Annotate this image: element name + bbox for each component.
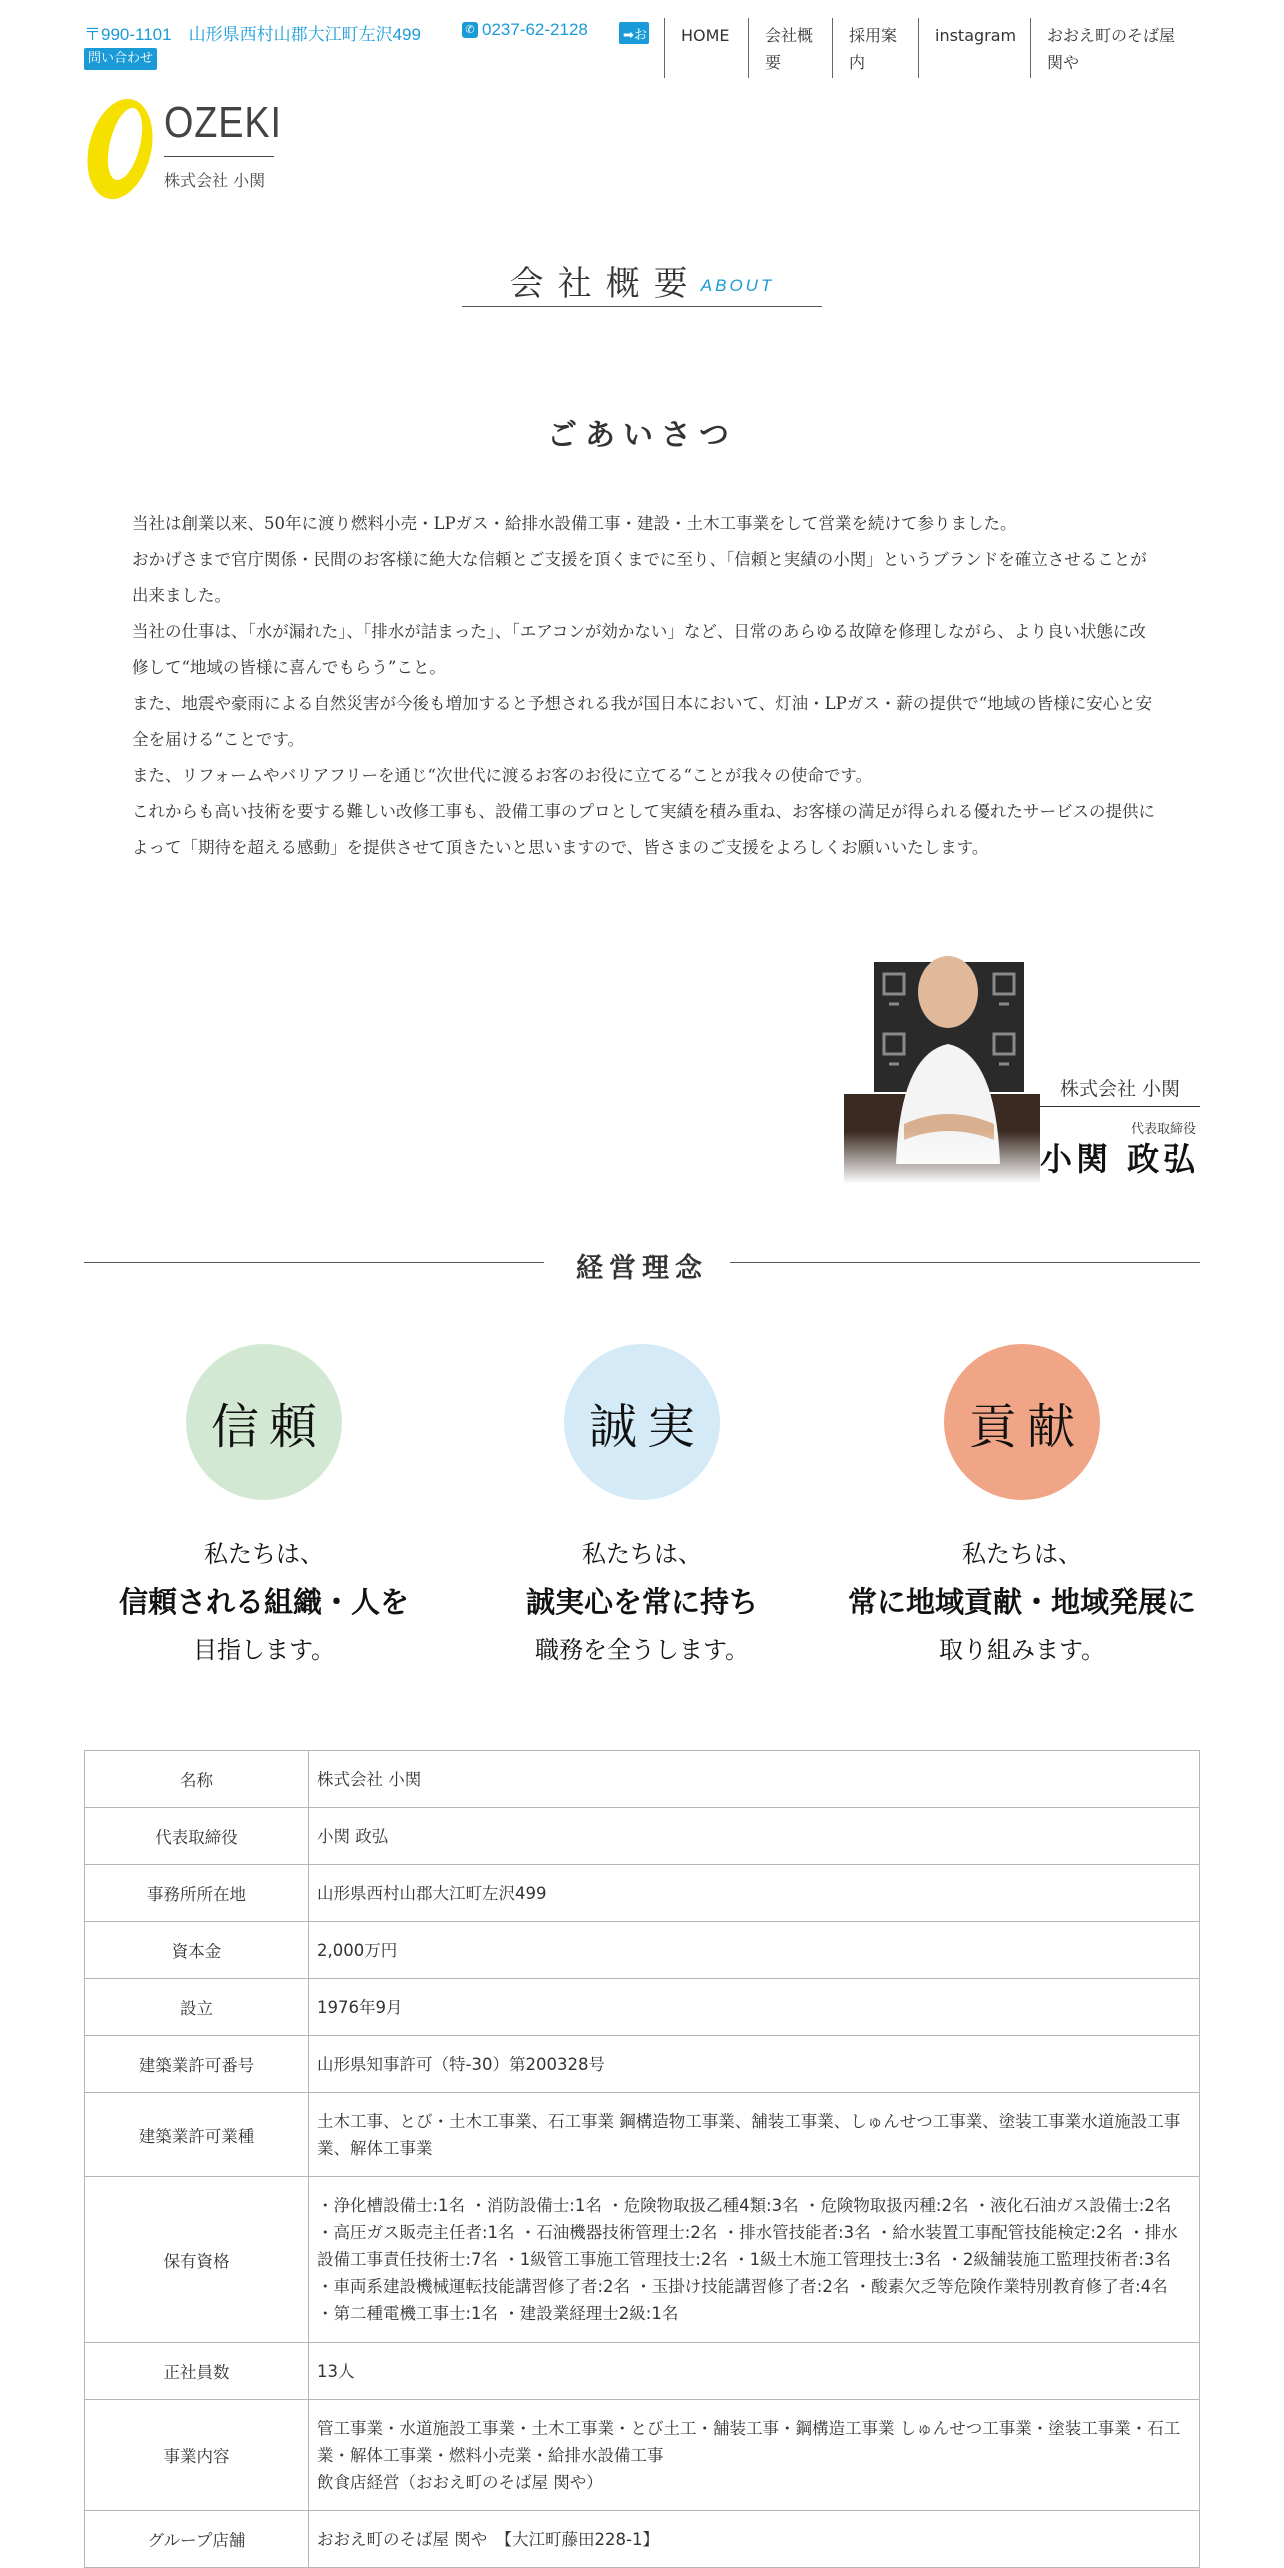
company-logo[interactable] (84, 92, 284, 204)
value-line: 私たちは、 (962, 1540, 1082, 1568)
table-row-value: 13人 (309, 2343, 1200, 2400)
logo-divider (164, 156, 274, 157)
table-row-value: 山形県西村山郡大江町左沢499 (309, 1865, 1200, 1922)
table-row-label: 保有資格 (85, 2177, 309, 2343)
greeting-paragraph: また、地震や豪雨による自然災害が今後も増加すると予想される我が国日本において、灯油・LPガス・薪の提供で“地域の皆様に安心と安全を届ける“ことです。 (132, 694, 1153, 749)
table-row-value: 土木工事、とび・土木工事業、石工事業 鋼構造物工事業、舗装工事業、しゅんせつ工事業、塗装工事業水道施設工事業、解体工事業 (309, 2093, 1200, 2177)
greeting-body (132, 506, 1162, 866)
value-sincerity (452, 1344, 832, 1684)
value-line: 常に地域貢献・地域発展に (847, 1585, 1196, 1619)
nav-item-recruit[interactable]: 採用案内 (832, 18, 918, 78)
table-row-label: 名称 (85, 1751, 309, 1808)
greeting-paragraph: また、リフォームやバリアフリーを通じ“次世代に渡るお客のお役に立てる“ことが我々の使命です。 (132, 766, 873, 785)
table-cell-line: 飲食店経営（おおえ町のそば屋 関や） (317, 2472, 603, 2492)
ceo-photo (844, 944, 1040, 1184)
greeting-paragraph: おかげさまで官庁関係・民間のお客様に絶大な信頼とご支援を頂くまでに至り、「信頼と実績の小関」というブランドを確立させることが出来ました。 (132, 550, 1147, 605)
greeting-paragraph: これからも高い技術を要する難しい改修工事も、設備工事のプロとして実績を積み重ね、お客様の満足が得られる優れたサービスの提供によって「期待を超える感動」を提供させて頂きたいと思いますので、皆さまのご支援をよろしくお願いいたします。 (132, 802, 1155, 857)
header-contact-bar (84, 18, 664, 78)
logo-wordmark: OZEKI (164, 98, 282, 147)
ceo-signature: 小関 政弘 (1040, 1140, 1200, 1178)
value-statement (832, 1530, 1212, 1674)
value-circle: 誠実 (564, 1344, 720, 1500)
nav-item-instagram[interactable]: instagram (918, 18, 1030, 78)
philosophy-heading-row (84, 1246, 1200, 1284)
value-statement (452, 1530, 832, 1674)
value-contribution (832, 1344, 1212, 1684)
value-circle: 信頼 (186, 1344, 342, 1500)
value-line: 信頼される組織・人を (118, 1585, 409, 1619)
value-line: 私たちは、 (582, 1540, 702, 1568)
header-address: 〒990-1101 山形県西村山郡大江町左沢499 (84, 25, 421, 44)
nav-item-home[interactable]: HOME (664, 18, 748, 78)
value-trust (74, 1344, 454, 1684)
page-title-underline (462, 306, 822, 307)
table-row-value: 山形県知事許可（特-30）第200328号 (309, 2036, 1200, 2093)
header-phone-number[interactable]: 0237-62-2128 (482, 20, 588, 39)
main-nav (664, 18, 1200, 78)
greeting-paragraph: 当社は創業以来、50年に渡り燃料小売・LPガス・給排水設備工事・建設・土木工事業をして営業を続けて参りました。 (132, 514, 1017, 533)
table-row-value: 1976年9月 (309, 1979, 1200, 2036)
table-row-label: 正社員数 (85, 2343, 309, 2400)
ceo-role: 代表取締役 (1130, 1122, 1196, 1137)
table-row (85, 2400, 1200, 2511)
table-row-label: グループ店舗 (85, 2511, 309, 2568)
table-row-value: 2,000万円 (309, 1922, 1200, 1979)
table-row (85, 2177, 1200, 2343)
greeting-title: ごあいさつ (547, 418, 737, 453)
table-row (85, 2511, 1200, 2568)
table-row (85, 2343, 1200, 2400)
table-row-label: 建築業許可番号 (85, 2036, 309, 2093)
value-line: 職務を全うします。 (534, 1636, 750, 1664)
company-profile-table (84, 1750, 1200, 2568)
phone-icon: ✆ (462, 22, 478, 38)
table-row-value: 小関 政弘 (309, 1808, 1200, 1865)
contact-button-wrap[interactable]: 問い合わせ (84, 48, 157, 70)
table-row-label: 事務所所在地 (85, 1865, 309, 1922)
table-cell-line: 管工事業・水道施設工事業・土木工事業・とび土工・舗装工事・鋼構造工事業 しゅんせつ工事業・塗装工事業・石工業・解体工事業・燃料小売業・給排水設備工事 (317, 2418, 1181, 2465)
logo-subtitle: 株式会社 小関 (164, 171, 266, 190)
table-row-label: 代表取締役 (85, 1808, 309, 1865)
contact-button[interactable]: ➡お (619, 22, 649, 44)
table-row-value: ・浄化槽設備士:1名 ・消防設備士:1名 ・危険物取扱乙種4類:3名 ・危険物取扱丙種:2名 ・液化石油ガス設備士:2名 ・高圧ガス販売主任者:1名 ・石油機器技術管理士:2名 ・排水管技能者:3名 ・給水装置工事配管技能検定:2名 ・排水設備工事責任技術士:7名 ・1級管工事施工管理技士:2名 ・1級土木施工管理技士:3名 ・2級舗装施工監理技術者:3名 ・車両系建設機械運転技能講習修了者:2名 ・玉掛け技能講習修了者:2名 ・酸素欠乏等危険作業特別教育修了者:4名 ・第二種電機工事士:1名 ・建設業経理士2級:1名 (309, 2177, 1200, 2343)
value-line: 誠実心を常に持ち (525, 1585, 758, 1619)
divider-line (730, 1262, 1200, 1263)
value-line: 目指します。 (192, 1636, 336, 1664)
page-title-jp: 会社概要 (509, 264, 702, 304)
table-row-value: おおえ町のそば屋 関や 【大江町藤田228-1】 (309, 2511, 1200, 2568)
value-statement (74, 1530, 454, 1674)
nav-item-soba-sekiya[interactable]: おおえ町のそば屋関や (1030, 18, 1200, 78)
table-row-label: 事業内容 (85, 2400, 309, 2511)
value-line: 私たちは、 (204, 1540, 324, 1568)
page-title-en: ABOUT (700, 276, 775, 295)
nav-item-about[interactable]: 会社概要 (748, 18, 832, 78)
value-line: 取り組みます。 (938, 1636, 1106, 1664)
ceo-company-name: 株式会社 小関 (1059, 1078, 1181, 1100)
table-row (85, 2093, 1200, 2177)
value-circle: 貢献 (944, 1344, 1100, 1500)
table-row (85, 1922, 1200, 1979)
table-row (85, 1751, 1200, 1808)
table-row (85, 2036, 1200, 2093)
greeting-paragraph: 当社の仕事は、「水が漏れた」、「排水が詰まった」、「エアコンが効かない」など、日常のあらゆる故障を修理しながら、より良い状態に改修して“地域の皆様に喜んでもらう”こと。 (132, 622, 1146, 677)
table-row (85, 1808, 1200, 1865)
divider-line (84, 1262, 544, 1263)
logo-mark-icon (84, 94, 156, 204)
table-row-label: 資本金 (85, 1922, 309, 1979)
table-row (85, 1865, 1200, 1922)
table-row-label: 設立 (85, 1979, 309, 2036)
philosophy-heading: 経営理念 (576, 1253, 708, 1284)
table-row (85, 1979, 1200, 2036)
ceo-divider (1040, 1106, 1200, 1107)
header-phone[interactable] (462, 20, 588, 40)
table-row-value: 株式会社 小関 (309, 1751, 1200, 1808)
table-row-label: 建築業許可業種 (85, 2093, 309, 2177)
page-title (462, 256, 822, 308)
table-row-value (309, 2400, 1200, 2511)
